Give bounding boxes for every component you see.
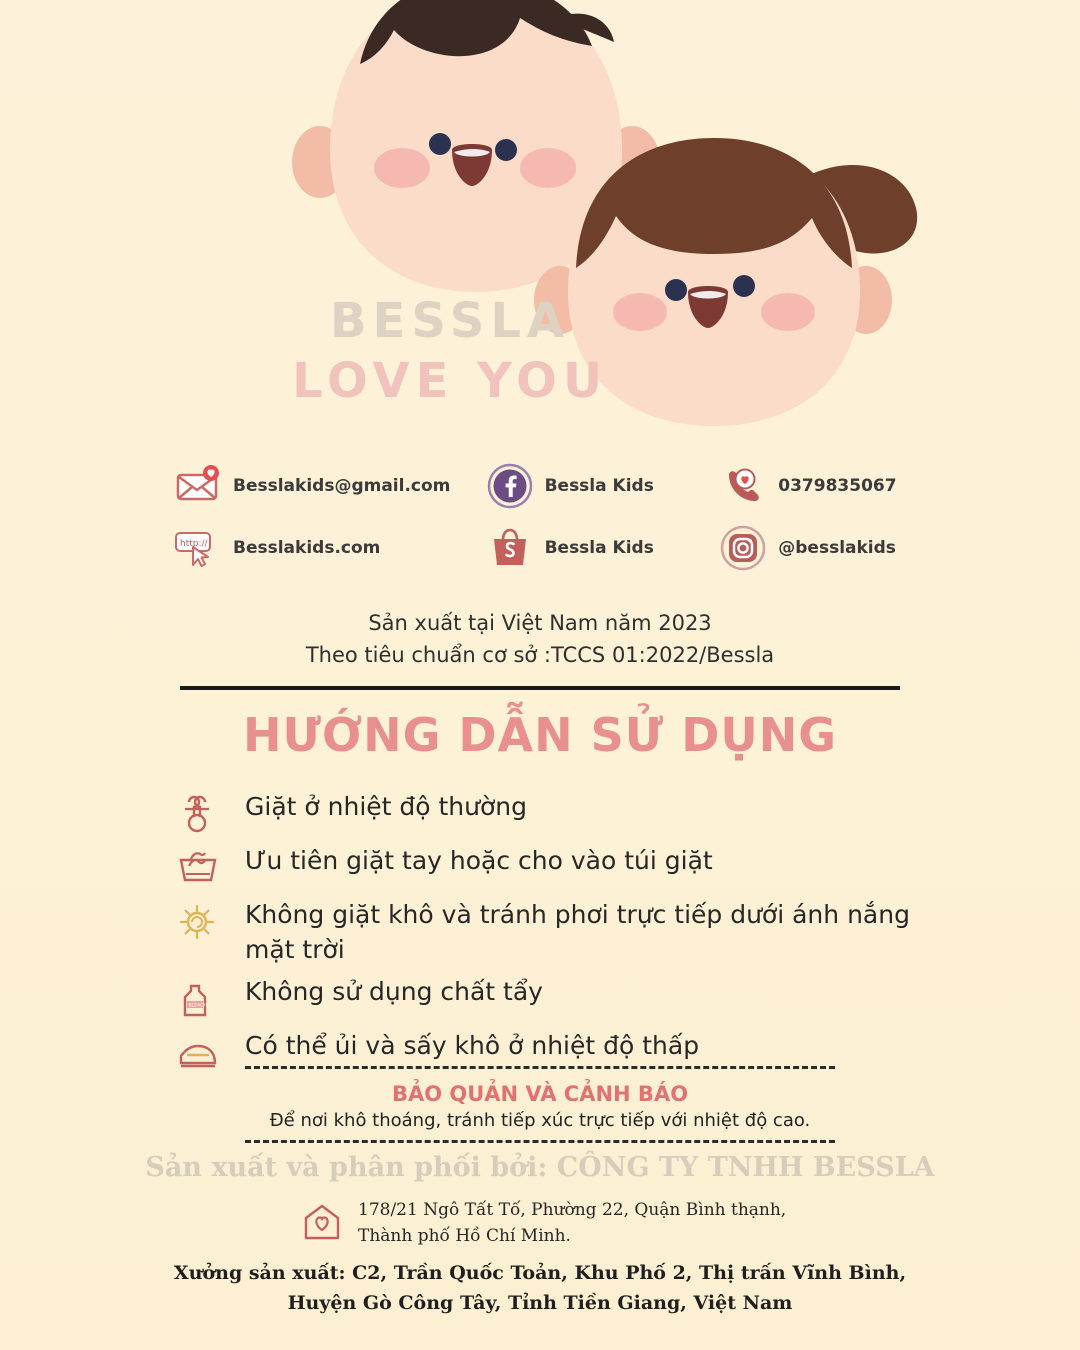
address-line-1: 178/21 Ngô Tất Tố, Phường 22, Quận Bình thạnh, [358,1200,787,1220]
envelope-icon [175,463,221,509]
contact-facebook[interactable] [487,463,721,509]
brand-line-2: LOVE YOU [292,353,608,410]
divider-rule [180,686,900,690]
manufacturer-line: Sản xuất và phân phối bởi: CÔNG TY TNHH BESSLA [145,1152,935,1183]
care-item-text: Giặt ở nhiệt độ thường [245,792,528,821]
iron-low-icon [175,1031,229,1075]
address-line-2: Thành phố Hồ Chí Minh. [358,1225,571,1246]
warning-text: Để nơi khô thoáng, tránh tiếp xúc trực tiếp với nhiệt độ cao. [269,1110,811,1131]
care-item-text: Không giặt khô và tránh phơi trực tiếp dưới ánh nắng mặt trời [245,900,910,964]
care-item-text: Ưu tiên giặt tay hoặc cho vào túi giặt [245,846,713,875]
care-item [175,898,935,967]
instagram-icon [720,525,766,571]
contact-email-value: Besslakids@gmail.com [233,476,451,496]
care-item-text: Có thể ủi và sấy khô ở nhiệt độ thấp [245,1031,700,1060]
phone-heart-icon [720,463,766,509]
warning-title: BẢO QUẢN VÀ CẢNH BÁO [391,1082,689,1106]
factory-line-1: Xưởng sản xuất: C2, Trần Quốc Toản, Khu Phố 2, Thị trấn Vĩnh Bình, [173,1262,907,1284]
made-in-line-2: Theo tiêu chuẩn cơ sở :TCCS 01:2022/Bessla [305,642,775,667]
svg-text:BLEACH: BLEACH [188,1003,207,1009]
brand-line-1: BESSLA [329,293,571,349]
contact-block [175,455,915,579]
contact-phone[interactable] [720,463,915,509]
dashed-divider-top [245,1066,835,1069]
no-sun-dry-icon [175,900,229,944]
care-item [175,844,935,890]
url-cursor-icon [175,525,221,571]
facebook-icon [487,463,533,509]
care-item-text: Không sử dụng chất tẩy [245,977,543,1006]
contact-website[interactable] [175,525,487,571]
mascot-illustration [0,0,1080,450]
address-text [358,1198,786,1249]
care-item [175,790,935,836]
no-bleach-icon [175,977,229,1021]
factory-block [0,1258,1080,1319]
contact-shopee-value: Bessla Kids [544,538,654,558]
contact-website-value: Besslakids.com [233,538,381,558]
page-title: HƯỚNG DẪN SỬ DỤNG [242,708,838,762]
contact-facebook-value: Bessla Kids [544,476,654,496]
contact-shopee[interactable] [487,525,721,571]
dashed-divider-bottom [245,1140,835,1143]
care-item [175,975,935,1021]
care-instructions [175,790,935,1083]
svg-text:http://: http:// [180,539,208,549]
contact-instagram[interactable] [720,525,915,571]
house-heart-icon [300,1200,344,1244]
made-in-block [0,608,1080,671]
contact-email[interactable] [175,463,487,509]
hand-wash-icon [175,846,229,890]
contact-phone-value: 0379835067 [778,476,897,496]
contact-row-2 [175,517,915,579]
made-in-line-1: Sản xuất tại Việt Nam năm 2023 [368,611,712,635]
wash-temperature-icon [175,792,229,836]
factory-line-2: Huyện Gò Công Tây, Tỉnh Tiền Giang, Việt Nam [287,1292,793,1315]
contact-row-1 [175,455,915,517]
shopee-icon [487,525,533,571]
contact-instagram-value: @besslakids [778,538,896,558]
address-block [300,1198,940,1249]
